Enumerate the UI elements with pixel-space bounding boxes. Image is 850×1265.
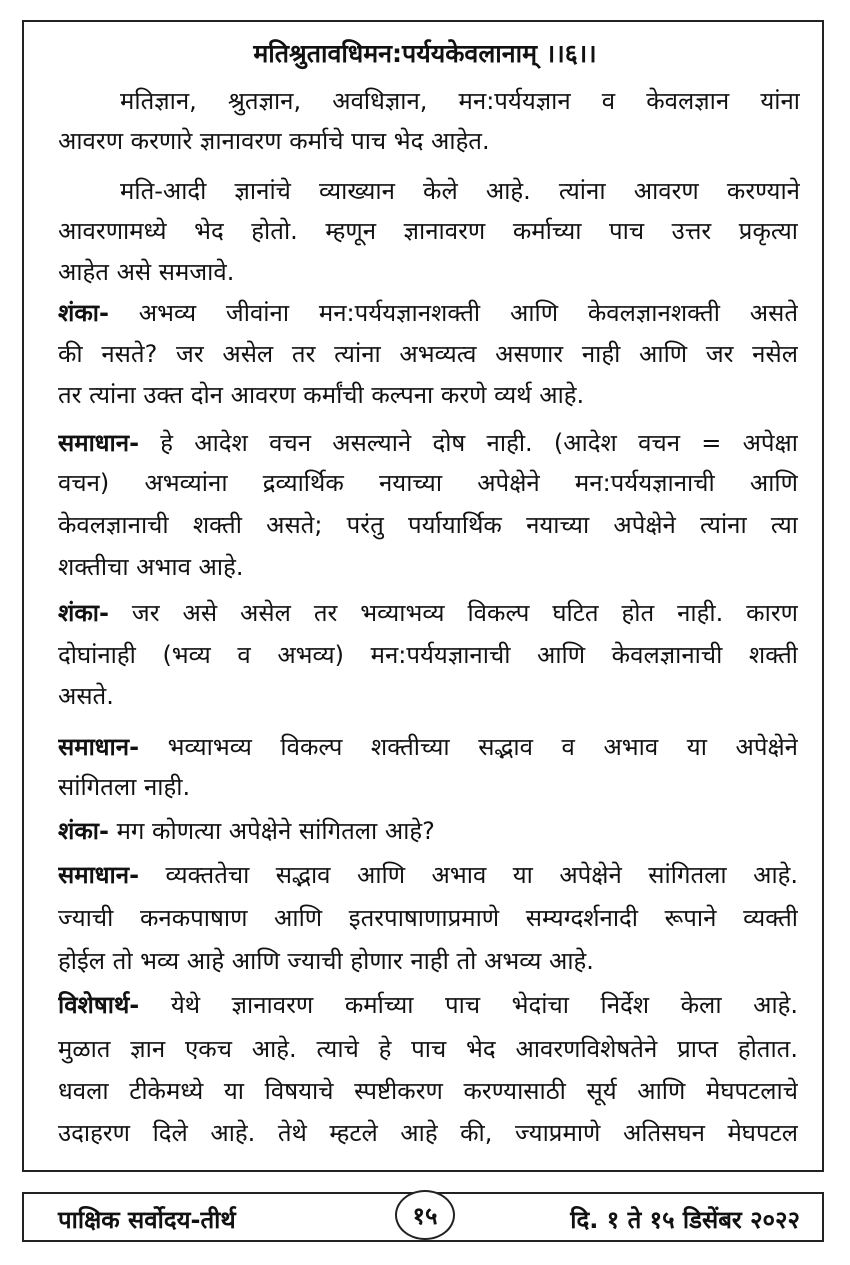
text-line: धवला टीकेमध्ये या विषयाचे स्पष्टीकरण करण्यासाठी सूर्य आणि मेघपटलाचे <box>58 1077 798 1105</box>
text-line: असते. <box>58 682 114 710</box>
text-line: केवलज्ञानाची शक्ती असते; परंतु पर्यायार्थिक नयाच्या अपेक्षेने त्यांना त्या <box>58 511 798 539</box>
text-line: दोघांनाही (भव्य व अभव्य) मन:पर्ययज्ञानाची आणि केवलज्ञानाची शक्ती <box>58 641 798 669</box>
text-line: समाधान- भव्याभव्य विकल्प शक्तीच्या सद्भाव व अभाव या अपेक्षेने <box>58 733 798 761</box>
samadhan-label: समाधान- <box>58 861 140 889</box>
text-line: विशेषार्थ- येथे ज्ञानावरण कर्माच्या पाच भेदांचा निर्देश केला आहे. <box>58 991 798 1019</box>
samadhan-label: समाधान- <box>58 733 140 761</box>
sutra-title: मतिश्रुतावधिमन:पर्ययकेवलानाम् ।।६।। <box>253 39 597 68</box>
text-line: आवरणामध्ये भेद होतो. म्हणून ज्ञानावरण कर्माच्या पाच उत्तर प्रकृत्या <box>58 217 798 245</box>
text-line: मतिज्ञान, श्रुतज्ञान, अवधिज्ञान, मन:पर्ययज्ञान व केवलज्ञान यांना <box>120 87 800 115</box>
text-line: आहेत असे समजावे. <box>58 258 235 286</box>
samadhan-label: समाधान- <box>58 429 140 457</box>
text-line: समाधान- हे आदेश वचन असल्याने दोष नाही. (आदेश वचन = अपेक्षा <box>58 429 798 457</box>
shanka-label: शंका- <box>58 817 109 845</box>
issue-date: दि. १ ते १५ डिसेंबर २०२२ <box>570 1206 800 1234</box>
text-line: आवरण करणारे ज्ञानावरण कर्माचे पाच भेद आहेत. <box>58 127 490 155</box>
text-line: उदाहरण दिले आहे. तेथे म्हटले आहे की, ज्याप्रमाणे अतिसघन मेघपटल <box>58 1119 798 1147</box>
text-line: वचन) अभव्यांना द्रव्यार्थिक नयाच्या अपेक्षेने मन:पर्ययज्ञानाची आणि <box>58 469 798 497</box>
text-line: होईल तो भव्य आहे आणि ज्याची होणार नाही तो अभव्य आहे. <box>58 947 594 975</box>
publication-name: पाक्षिक सर्वोदय-तीर्थ <box>58 1206 236 1234</box>
text-line: ज्याची कनकपाषाण आणि इतरपाषाणाप्रमाणे सम्यग्दर्शनादी रूपाने व्यक्ती <box>58 904 798 932</box>
shanka-label: शंका- <box>58 299 109 327</box>
text-line: शंका- जर असे असेल तर भव्याभव्य विकल्प घटित होत नाही. कारण <box>58 599 798 627</box>
page-number: १५ <box>395 1190 455 1240</box>
shanka-label: शंका- <box>58 599 109 627</box>
text-line: की नसते? जर असेल तर त्यांना अभव्यत्व असणार नाही आणि जर नसेल <box>58 340 798 368</box>
text-line: मति-आदी ज्ञानांचे व्याख्यान केले आहे. त्यांना आवरण करण्याने <box>120 177 800 205</box>
text-line: शक्तीचा अभाव आहे. <box>58 553 244 581</box>
text-line: मुळात ज्ञान एकच आहे. त्याचे हे पाच भेद आवरणविशेषतेने प्राप्त होतात. <box>58 1035 798 1063</box>
text-line: सांगितला नाही. <box>58 773 191 801</box>
text-line: समाधान- व्यक्ततेचा सद्भाव आणि अभाव या अपेक्षेने सांगितला आहे. <box>58 861 798 889</box>
text-line: शंका- मग कोणत्या अपेक्षेने सांगितला आहे? <box>58 817 435 845</box>
text-line: तर त्यांना उक्त दोन आवरण कर्मांची कल्पना करणे व्यर्थ आहे. <box>58 381 585 409</box>
visheshartha-label: विशेषार्थ- <box>58 991 140 1019</box>
text-line: शंका- अभव्य जीवांना मन:पर्ययज्ञानशक्ती आणि केवलज्ञानशक्ती असते <box>58 299 798 327</box>
